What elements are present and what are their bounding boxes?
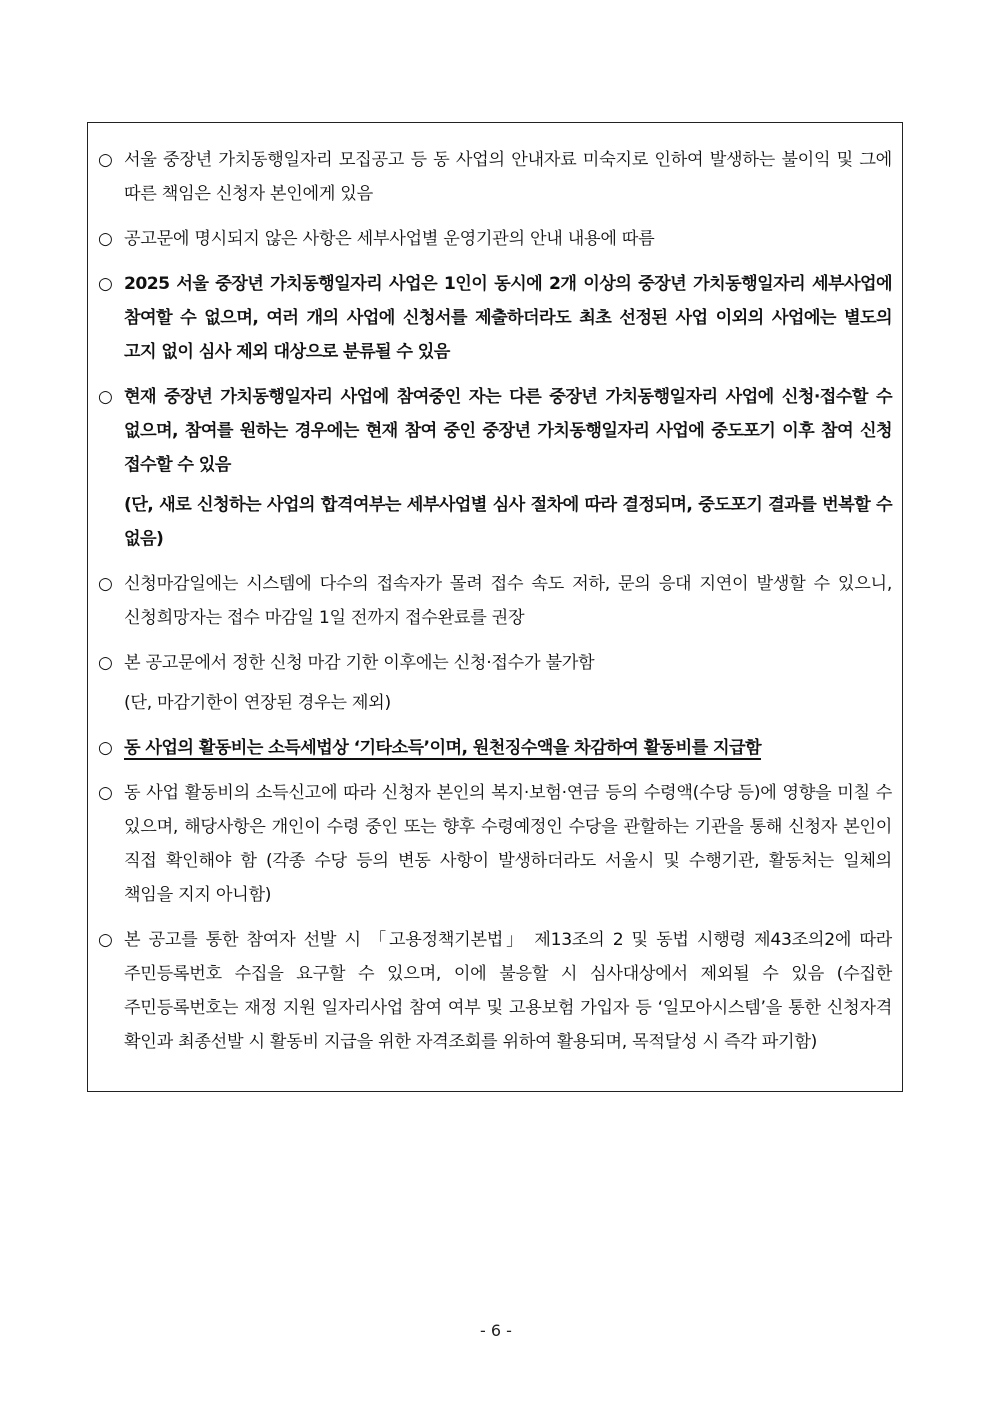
notice-text: 공고문에 명시되지 않은 사항은 세부사업별 운영기관의 안내 내용에 따름	[124, 229, 655, 249]
notice-item-9	[98, 923, 892, 1059]
notice-item-6	[98, 646, 892, 720]
notice-text: 동 사업 활동비의 소득신고에 따라 신청자 본인의 복지·보험·연금 등의 수령액(수당 등)에 영향을 미칠 수 있으며, 해당사항은 개인이 수령 중인 또는 향후 수령예정인 수당을 관할하는 기관을 통해 신청자 본인이 직접 확인해야 함 (각종 수당 등의 변동 사항이 발생하더라도 서울시 및 수행기관, 활동처는 일체의 책임을 지지 아니함)	[124, 783, 892, 905]
circle-bullet-icon: ○	[98, 653, 113, 673]
notice-note: (단, 마감기한이 연장된 경우는 제외)	[124, 693, 391, 713]
page-number: - 6 -	[480, 1321, 512, 1340]
notice-text: 신청마감일에는 시스템에 다수의 접속자가 몰려 접수 속도 저하, 문의 응대 지연이 발생할 수 있으니, 신청희망자는 접수 마감일 1일 전까지 접수완료를 권장	[124, 574, 892, 628]
notice-item-3	[98, 267, 892, 369]
circle-bullet-icon: ○	[98, 738, 113, 758]
notice-text-underlined: 동 사업의 활동비는 소득세법상 ‘기타소득’이며, 원천징수액을 차감하여 활동비를 지급함	[124, 738, 761, 758]
notice-item-8	[98, 776, 892, 912]
circle-bullet-icon: ○	[98, 930, 113, 950]
notice-item-2	[98, 222, 892, 256]
circle-bullet-icon: ○	[98, 387, 113, 407]
notice-text: 2025 서울 중장년 가치동행일자리 사업은 1인이 동시에 2개 이상의 중장년 가치동행일자리 세부사업에 참여할 수 없으며, 여러 개의 사업에 신청서를 제출하더라도 최초 선정된 사업 이외의 사업에는 별도의 고지 없이 심사 제외 대상으로 분류될 수 있음	[124, 274, 892, 362]
circle-bullet-icon: ○	[98, 274, 113, 294]
notice-box	[87, 122, 903, 1092]
notice-text: 본 공고문에서 정한 신청 마감 기한 이후에는 신청·접수가 불가함	[124, 653, 595, 673]
notice-item-5	[98, 567, 892, 635]
notice-note: (단, 새로 신청하는 사업의 합격여부는 세부사업별 심사 절차에 따라 결정되며, 중도포기 결과를 번복할 수 없음)	[124, 495, 892, 549]
notice-text: 본 공고를 통한 참여자 선발 시 「고용정책기본법」 제13조의 2 및 동법 시행령 제43조의2에 따라 주민등록번호 수집을 요구할 수 있으며, 이에 불응할 시 심사대상에서 제외될 수 있음 (수집한 주민등록번호는 재정 지원 일자리사업 참여 여부 및 고용보험 가입자 등 ‘일모아시스템’을 통한 신청자격 확인과 최종선발 시 활동비 지급을 위한 자격조회를 위하여 활용되며, 목적달성 시 즉각 파기함)	[124, 930, 892, 1052]
notice-text: 현재 중장년 가치동행일자리 사업에 참여중인 자는 다른 중장년 가치동행일자리 사업에 신청·접수할 수 없으며, 참여를 원하는 경우에는 현재 참여 중인 중장년 가치동행일자리 사업에 중도포기 이후 참여 신청 접수할 수 있음	[124, 387, 892, 475]
circle-bullet-icon: ○	[98, 150, 113, 170]
notice-item-4	[98, 380, 892, 556]
circle-bullet-icon: ○	[98, 783, 113, 803]
circle-bullet-icon: ○	[98, 574, 113, 594]
circle-bullet-icon: ○	[98, 229, 113, 249]
notice-item-1	[98, 143, 892, 211]
notice-text: 서울 중장년 가치동행일자리 모집공고 등 동 사업의 안내자료 미숙지로 인하여 발생하는 불이익 및 그에 따른 책임은 신청자 본인에게 있음	[124, 150, 892, 204]
notice-item-7	[98, 731, 892, 765]
